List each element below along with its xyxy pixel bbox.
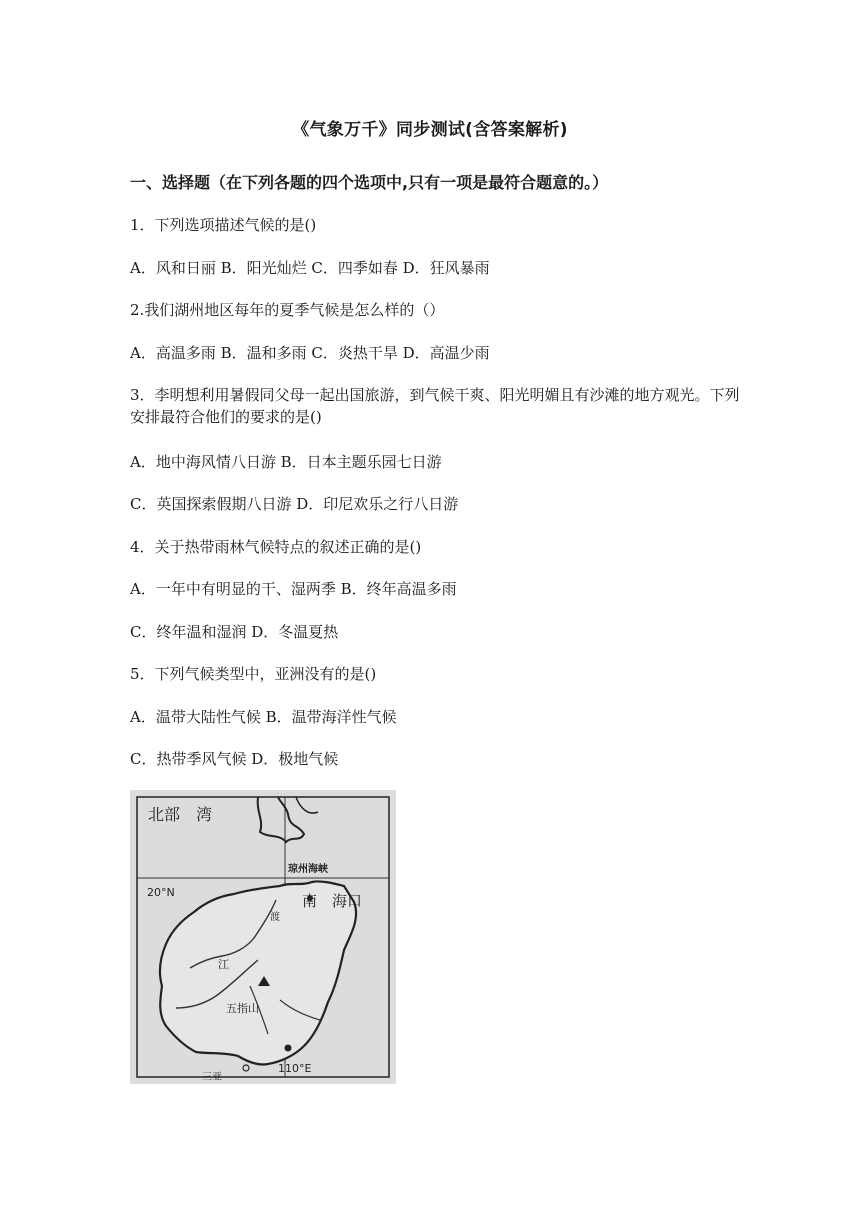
- label-jiang: 江: [218, 958, 229, 971]
- question-1-options: A．风和日丽 B．阳光灿烂 C．四季如春 D．狂风暴雨: [130, 259, 490, 277]
- question-2-options: A．高温多雨 B．温和多雨 C．炎热干旱 D．高温少雨: [130, 344, 490, 362]
- question-3-stem: 3．李明想利用暑假同父母一起出国旅游，到气候干爽、阳光明媚且有沙滩的地方观光。下列安排最符合他们的要求的是(): [130, 386, 740, 426]
- page-title: 《气象万千》同步测试(含答案解析): [292, 120, 568, 140]
- label-110e: 110°E: [278, 1062, 312, 1075]
- label-qiongzhou-strait: 琼州海峡: [288, 864, 328, 875]
- label-du: 渡: [270, 912, 280, 923]
- question-2-stem: 2.我们湖州地区每年的夏季气候是怎么样的（）: [130, 301, 445, 319]
- hainan-map: [130, 790, 396, 1084]
- question-5-options-row1: A．温带大陆性气候 B．温带海洋性气候: [130, 708, 397, 726]
- label-nan: 南: [302, 892, 318, 910]
- label-20n: 20°N: [147, 886, 175, 899]
- label-wuzhishan: 五指山: [226, 1002, 259, 1015]
- question-4-options-row1: A．一年中有明显的干、湿两季 B．终年高温多雨: [130, 580, 457, 598]
- city-marker-south: [285, 1045, 292, 1052]
- question-5-options-row2: C．热带季风气候 D．极地气候: [130, 750, 339, 768]
- question-3-options-row1: A．地中海风情八日游 B．日本主题乐园七日游: [130, 453, 442, 471]
- question-5-stem: 5．下列气候类型中，亚洲没有的是(): [130, 665, 377, 683]
- label-beibu-bay: 北部 湾: [148, 805, 213, 824]
- section-heading: 一、选择题（在下列各题的四个选项中,只有一项是最符合题意的。）: [130, 173, 609, 192]
- question-1-stem: 1．下列选项描述气候的是(): [130, 216, 317, 234]
- label-sanya: 三亚: [202, 1072, 222, 1083]
- question-4-stem: 4．关于热带雨林气候特点的叙述正确的是(): [130, 538, 422, 556]
- question-4-options-row2: C．终年温和湿润 D．冬温夏热: [130, 623, 339, 641]
- label-haikou: 海口: [332, 892, 363, 910]
- question-3-options-row2: C．英国探索假期八日游 D．印尼欢乐之行八日游: [130, 495, 459, 513]
